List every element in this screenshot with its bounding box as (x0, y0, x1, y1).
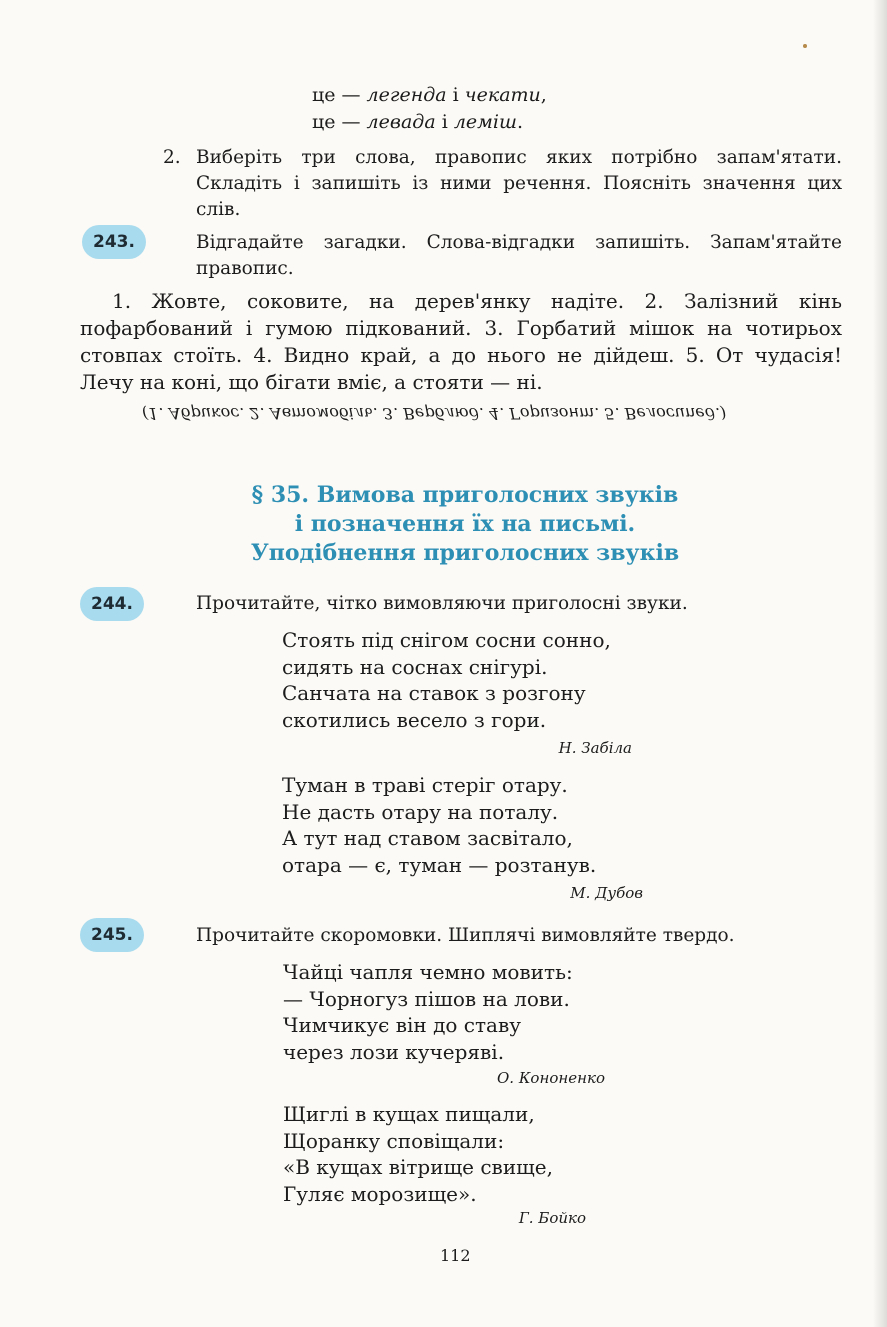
poem-line: Чимчикує він до ставу (283, 1013, 521, 1037)
exercise-245-badge: 245. (80, 918, 144, 952)
poem-line: сидять на соснах снігурі. (282, 654, 548, 679)
exercise-245-poem-1 (283, 959, 573, 1065)
page-number: 112 (440, 1246, 471, 1265)
ink-speck (803, 44, 807, 48)
exercise-245-author-2: Г. Бойко (518, 1209, 586, 1227)
task-2-text: Виберіть три слова, правопис яких потрібно запам'ятати. Складіть і запишіть із ними речення. Поясніть значення цих слів. (196, 147, 842, 220)
poem-line: Стоять під снігом сосни сонно, (282, 628, 611, 652)
exercise-243-answers: (1. Абрикос. 2. Автомобіль. 3. Верблюд. 4. Горизонт. 5. Велосипед.) (142, 404, 727, 423)
exercise-244-author-1: Н. Забіла (558, 739, 632, 757)
poem-line: Чайці чапля чемно мовить: (283, 960, 573, 984)
exercise-244-instruction: Прочитайте, чітко вимовляючи приголосні звуки. (196, 593, 688, 614)
section-heading-line-2: і позначення їх на письмі. (294, 511, 636, 537)
poem-line: А тут над ставом засвітало, (282, 826, 573, 850)
page-edge-shadow (873, 0, 887, 1327)
poem-line: отара — є, туман — розтанув. (282, 852, 597, 877)
poem-line: Щиглі в кущах пищали, (283, 1102, 535, 1126)
exercise-243-badge: 243. (82, 225, 146, 259)
poem-line: через лози кучеряві. (283, 1039, 505, 1064)
exercise-243-riddles: 1. Жовте, соковите, на дерев'янку надіте. 2. Залізний кінь пофарбований і гумою підкований. 3. Горбатий мішок на чотирьох стовпах стоїть. 4. Видно край, а до нього не дійдеш. 5. От чудасія! Лечу на коні, що бігати вміє, а стояти — ні. (80, 289, 842, 394)
exercise-245-poem-2 (283, 1101, 553, 1207)
exercise-243-instruction: Відгадайте загадки. Слова-відгадки запишіть. Запам'ятайте правопис. (196, 232, 842, 279)
poem-line: — Чорногуз пішов на лови. (283, 986, 570, 1011)
exercise-245-author-1: О. Кононенко (496, 1069, 605, 1087)
exercise-244-poem-1 (282, 627, 611, 733)
poem-line: Туман в траві стеріг отару. (282, 773, 568, 797)
task-2-number: 2. (163, 147, 181, 168)
section-heading-line-1: § 35. Вимова приголосних звуків (251, 482, 679, 508)
poem-line: Гуляє морозище». (283, 1181, 477, 1206)
poem-line: скотились весело з гори. (282, 707, 547, 732)
section-heading (140, 481, 790, 568)
top-line-1: це — легенда і чекати, (312, 84, 547, 106)
exercise-244-author-2: М. Дубов (570, 884, 643, 902)
poem-line: Не дасть отару на поталу. (282, 799, 559, 824)
exercise-244-poem-2 (282, 772, 596, 878)
exercise-245-instruction: Прочитайте скоромовки. Шиплячі вимовляйте твердо. (196, 925, 735, 946)
poem-line: Щоранку сповіщали: (283, 1128, 505, 1153)
section-heading-line-3: Уподібнення приголосних звуків (250, 540, 680, 566)
top-line-2: це — левада і леміш. (312, 111, 524, 133)
poem-line: «В кущах вітрище свище, (283, 1155, 553, 1179)
exercise-244-badge: 244. (80, 587, 144, 621)
poem-line: Санчата на ставок з розгону (282, 681, 586, 705)
